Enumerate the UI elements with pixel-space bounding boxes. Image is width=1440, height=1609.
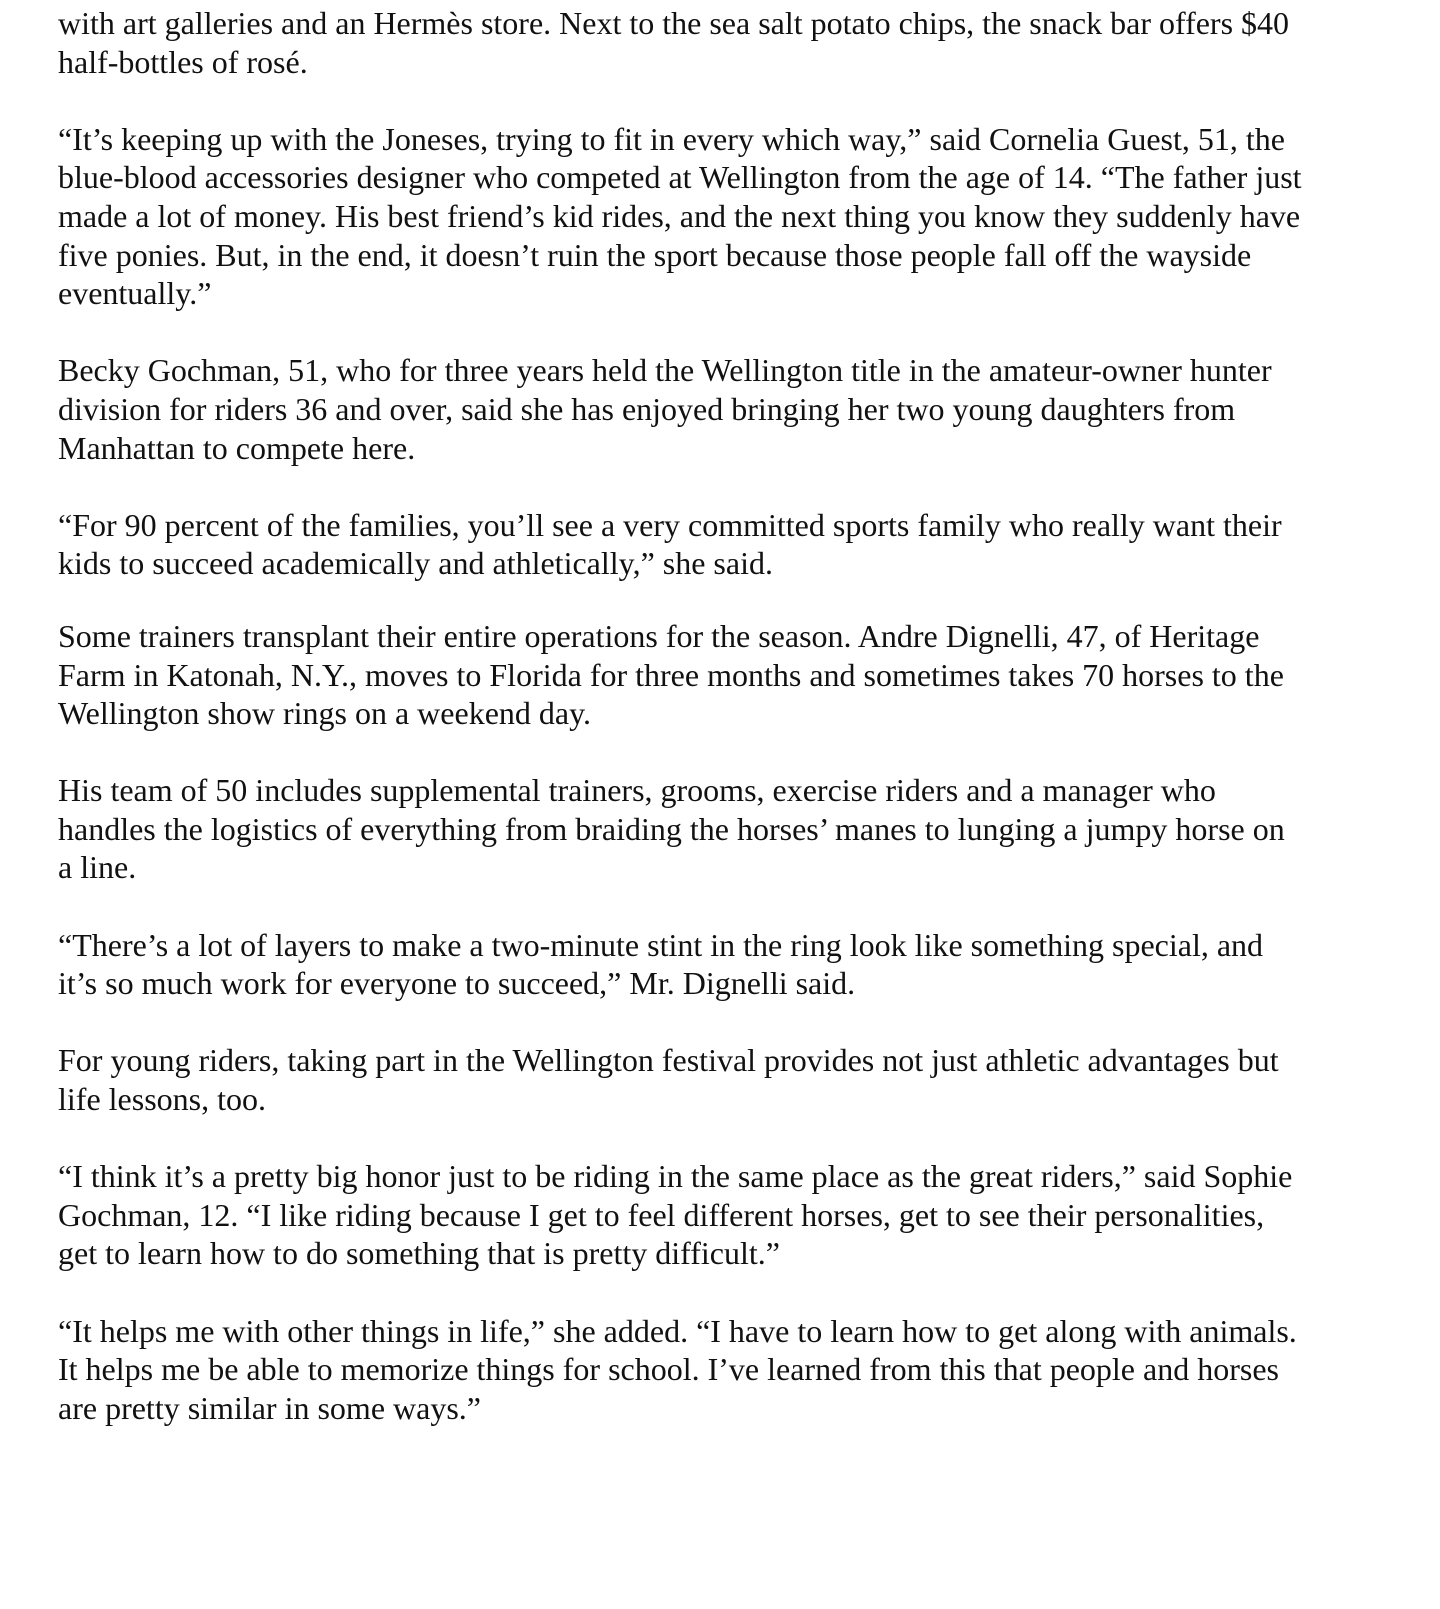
document-body (58, 0, 1398, 1427)
paragraph-10: “It helps me with other things in life,” she added. “I have to learn how to get along with animals. It helps me be able to memorize things for school. I’ve learned from this that people and horses are pretty similar in some ways.” (58, 1312, 1297, 1426)
paragraph-3: Becky Gochman, 51, who for three years held the Wellington title in the amateur-owner hunter division for riders 36 and over, said she has enjoyed bringing her two young daughters from Manhattan to compete here. (58, 352, 1272, 466)
paragraph-1: with art galleries and an Hermès store. Next to the sea salt potato chips, the snack bar offers $40 half-bottles of rosé. (58, 5, 1290, 80)
paragraph-2: “It’s keeping up with the Joneses, trying to fit in every which way,” said Cornelia Guest, 51, the blue-blood accessories designer who competed at Wellington from the age of 14. “The father just made a lot of money. His best friend’s kid rides, and the next thing you know they suddenly have five ponies. But, in the end, it doesn’t ruin the sport because those people fall off the wayside eventually.” (58, 120, 1302, 312)
paragraph-9: “I think it’s a pretty big honor just to be riding in the same place as the great riders,” said Sophie Gochman, 12. “I like riding because I get to feel different horses, get to see their personalities, get to learn how to do something that is pretty difficult.” (58, 1158, 1293, 1272)
paragraph-5: Some trainers transplant their entire operations for the season. Andre Dignelli, 47, of Heritage Farm in Katonah, N.Y., moves to Florida for three months and sometimes takes 70 horses to the Wellington show rings on a weekend day. (58, 617, 1284, 732)
paragraph-8: For young riders, taking part in the Wellington festival provides not just athletic advantages but life lessons, too. (58, 1042, 1279, 1118)
paragraph-4: “For 90 percent of the families, you’ll see a very committed sports family who really want their kids to succeed academically and athletically,” she said. (58, 506, 1282, 582)
paragraph-7: “There’s a lot of layers to make a two-minute stint in the ring look like something special, and it’s so much work for everyone to succeed,” Mr. Dignelli said. (58, 926, 1264, 1002)
paragraph-6: His team of 50 includes supplemental trainers, grooms, exercise riders and a manager who handles the logistics of everything from braiding the horses’ manes to lunging a jumpy horse on a line. (58, 772, 1285, 886)
